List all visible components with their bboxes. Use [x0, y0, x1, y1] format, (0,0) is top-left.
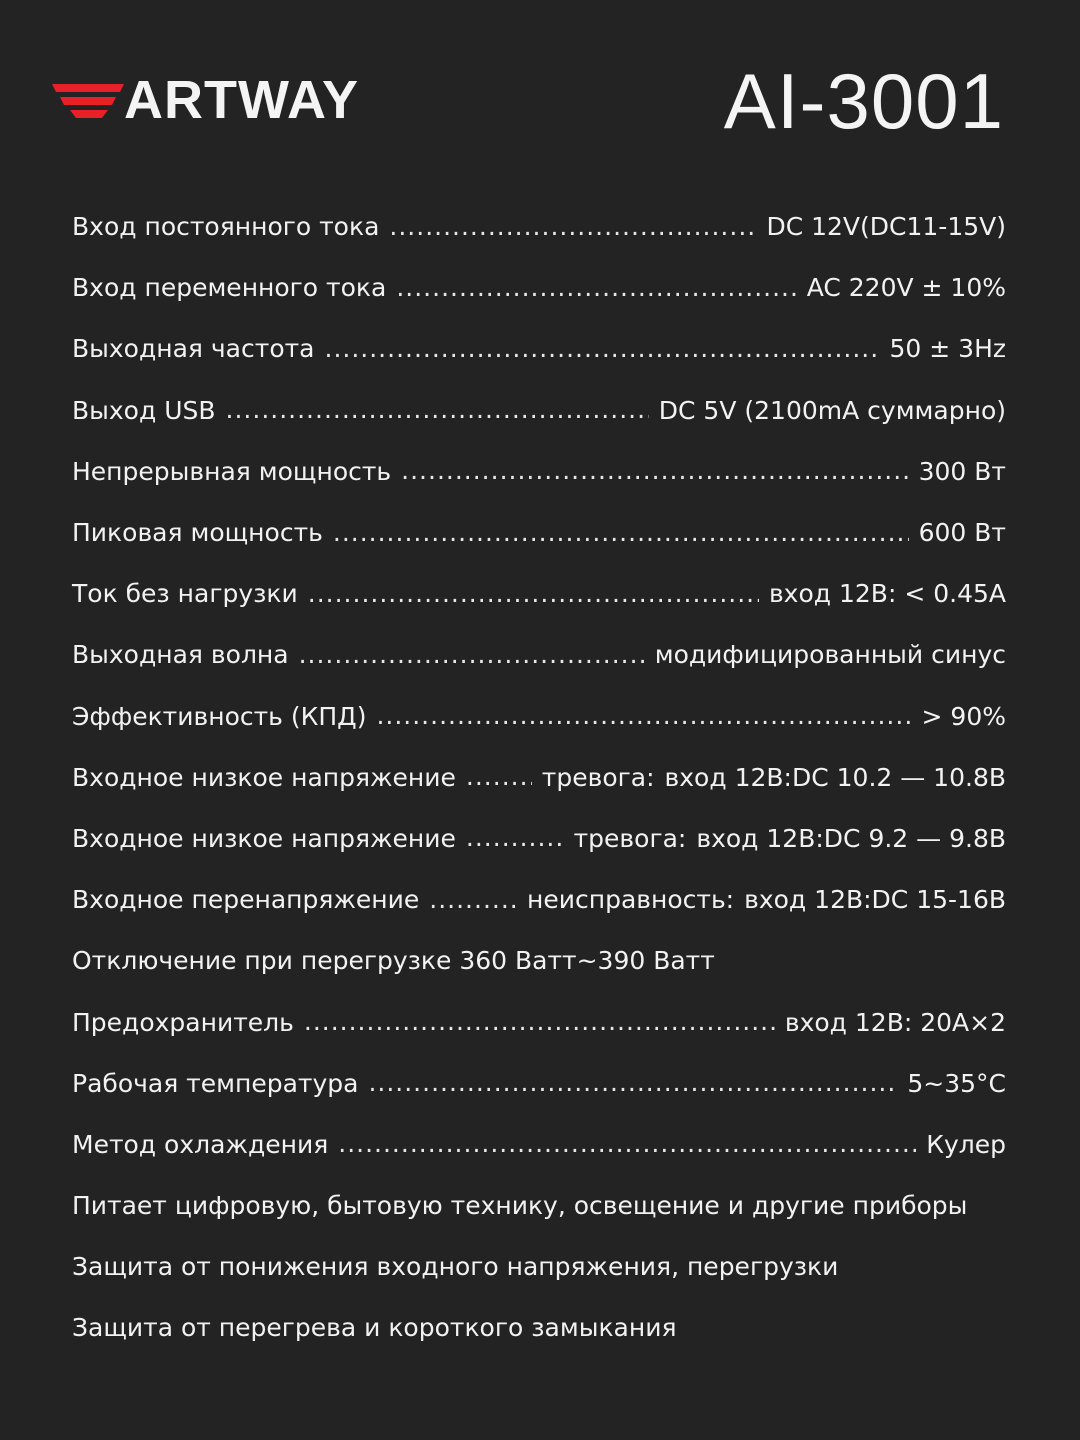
spec-row [72, 624, 1006, 685]
dot-leader [376, 701, 911, 731]
spec-label: Выходная волна [72, 640, 289, 670]
spec-value: Кулер [926, 1129, 1006, 1159]
spec-row [72, 318, 1006, 379]
spec-value: вход 12В: < 0.45A [768, 579, 1006, 609]
spec-label: Метод охлаждения [72, 1129, 329, 1159]
spec-value: > 90% [921, 701, 1006, 731]
spec-value: 600 Вт [918, 518, 1006, 548]
spec-condition: тревога: [573, 823, 687, 853]
spec-row [72, 991, 1006, 1052]
spec-label: Предохранитель [72, 1007, 294, 1037]
spec-value: модифицированный синус [654, 640, 1006, 670]
header [0, 0, 1080, 180]
dot-leader [308, 579, 759, 609]
spec-row [72, 1297, 1006, 1358]
spec-value: DC 5V (2100mA суммарно) [658, 395, 1006, 425]
spec-row [72, 257, 1006, 318]
model-title: AI-3001 [723, 57, 1004, 145]
spec-label: Входное низкое напряжение [72, 823, 456, 853]
spec-row [72, 380, 1006, 441]
spec-row [72, 563, 1006, 624]
spec-label: Отключение при перегрузке 360 Ватт~390 Ватт [72, 946, 715, 976]
dot-leader [368, 1068, 897, 1098]
dot-leader [226, 395, 649, 425]
spec-value: 300 Вт [918, 456, 1006, 486]
dot-leader [396, 273, 796, 303]
spec-row [72, 441, 1006, 502]
dot-leader [304, 1007, 775, 1037]
spec-label: Вход переменного тока [72, 273, 387, 303]
dot-leader [466, 823, 564, 853]
spec-value: вход 12В:DC 10.2 — 10.8В [664, 762, 1006, 792]
spec-label: Питает цифровую, бытовую технику, освещение и другие приборы [72, 1191, 968, 1221]
brand-logo [52, 72, 359, 128]
spec-value: вход 12В:DC 15-16В [744, 885, 1006, 915]
dot-leader [299, 640, 645, 670]
spec-value: 5~35°C [907, 1068, 1006, 1098]
spec-label: Входное перенапряжение [72, 885, 420, 915]
spec-label: Входное низкое напряжение [72, 762, 456, 792]
spec-row [72, 1053, 1006, 1114]
spec-row [72, 196, 1006, 257]
spec-value: DC 12V(DC11-15V) [766, 212, 1006, 242]
spec-value: AC 220V ± 10% [806, 273, 1006, 303]
spec-label: Вход постоянного тока [72, 212, 380, 242]
dot-leader [429, 885, 517, 915]
dot-leader [466, 762, 532, 792]
spec-label: Эффективность (КПД) [72, 701, 367, 731]
spec-value: вход 12В:DC 9.2 — 9.8В [696, 823, 1006, 853]
spec-label: Непрерывная мощность [72, 456, 392, 486]
spec-row [72, 747, 1006, 808]
dot-leader [401, 456, 908, 486]
spec-condition: неисправность: [527, 885, 735, 915]
spec-label: Пиковая мощность [72, 518, 323, 548]
spec-label: Рабочая температура [72, 1068, 359, 1098]
spec-row [72, 686, 1006, 747]
spec-row [72, 1114, 1006, 1175]
brand-stripes-icon [52, 78, 128, 122]
brand-name: ARTWAY [124, 70, 360, 130]
spec-row [72, 930, 1006, 991]
spec-label: Ток без нагрузки [72, 579, 298, 609]
spec-list [72, 196, 1006, 1359]
spec-value: 50 ± 3Hz [889, 334, 1006, 364]
dot-leader [333, 518, 909, 548]
spec-label: Защита от перегрева и короткого замыкания [72, 1313, 677, 1343]
spec-row [72, 869, 1006, 930]
spec-row [72, 1175, 1006, 1236]
spec-label: Защита от понижения входного напряжения, перегрузки [72, 1252, 839, 1282]
dot-leader [338, 1129, 916, 1159]
spec-condition: тревога: [541, 762, 655, 792]
spec-label: Выход USB [72, 395, 216, 425]
spec-row [72, 1236, 1006, 1297]
spec-row [72, 808, 1006, 869]
spec-row [72, 502, 1006, 563]
spec-value: вход 12В: 20A×2 [784, 1007, 1006, 1037]
dot-leader [389, 212, 756, 242]
spec-label: Выходная частота [72, 334, 315, 364]
dot-leader [325, 334, 880, 364]
